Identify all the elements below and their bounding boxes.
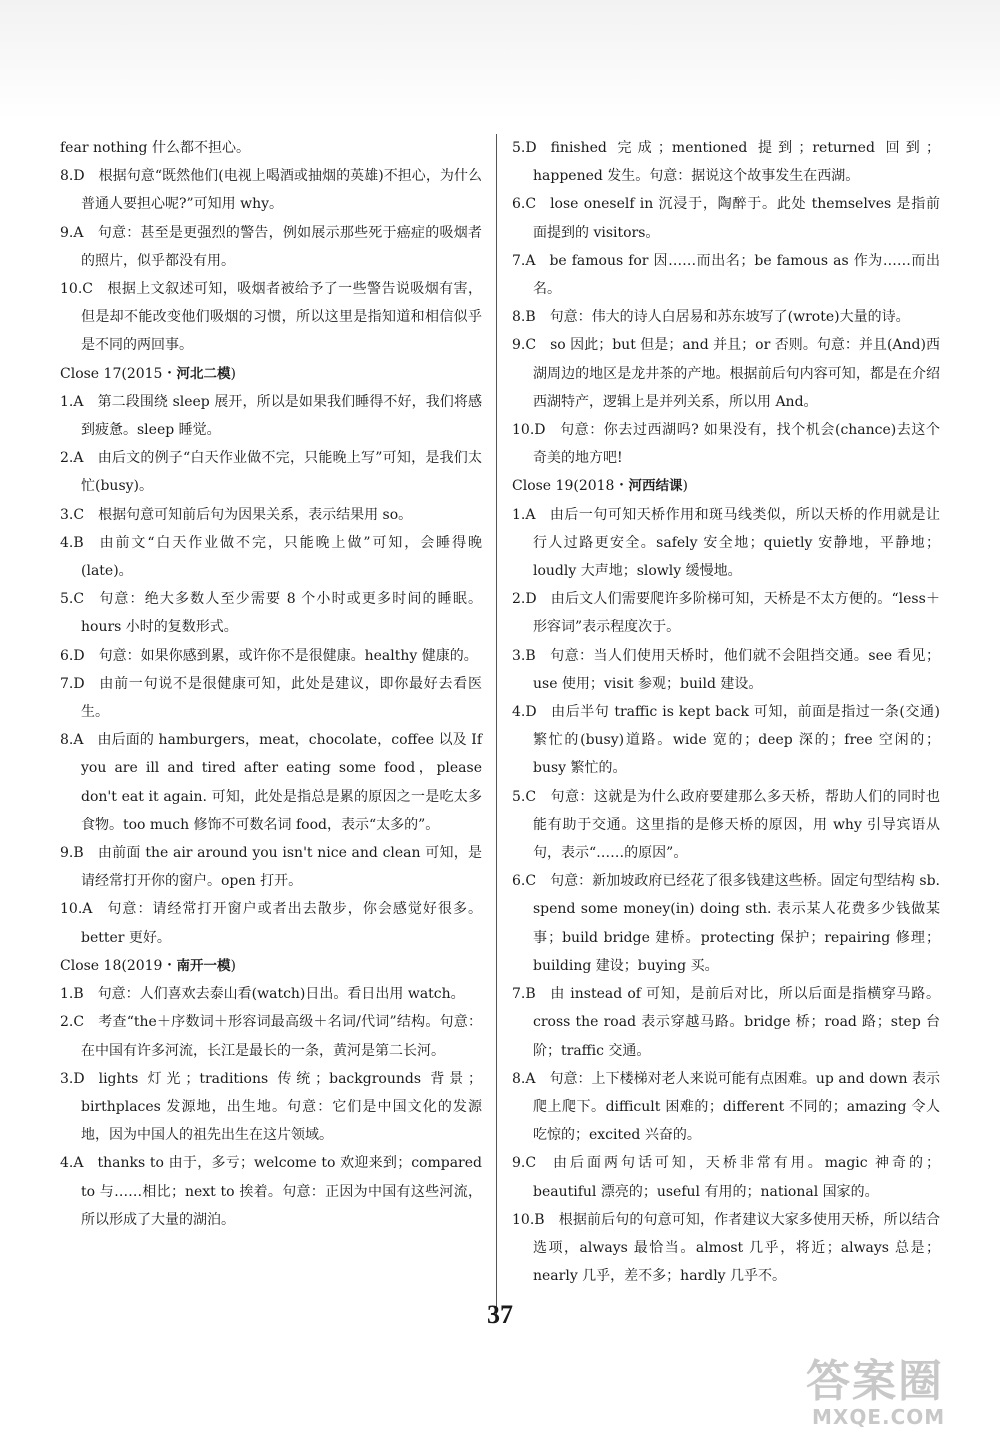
answer-explanation: lose oneself in 沉浸于，陶醉于。此处 themselves 是指前面提到的 visitors。	[533, 196, 940, 241]
section-title: Close 18(2019・	[60, 957, 177, 974]
answer-explanation: lights 灯光；traditions 传统；backgrounds 背景；birthplaces 发源地，出生地。句意：它们是中国文化的发源地，因为中国人的祖先出生在这片领域。	[81, 1070, 482, 1144]
answer-explanation: 根据句意“既然他们(电视上喝酒或抽烟的英雄)不担心，为什么普通人要担心呢?”可知用 why。	[81, 168, 482, 213]
answer-number: 6.C	[512, 873, 537, 890]
answer-explanation: 句意：请经常打开窗户或者出去散步，你会感觉好很多。better 更好。	[81, 901, 482, 946]
answer-item	[60, 895, 482, 951]
answer-number: 7.B	[512, 986, 536, 1003]
answer-number: 7.D	[60, 675, 85, 692]
answer-item	[60, 162, 482, 218]
answer-explanation: 由前面 the air around you isn't nice and clean 可知，是请经常打开你的窗户。open 打开。	[81, 845, 482, 890]
answer-item	[60, 219, 482, 275]
section-source: 南开一模	[176, 957, 231, 974]
section-close: )	[230, 957, 236, 974]
answer-explanation: 由后面的 hamburgers，meat，chocolate，coffee 以及 If you are ill and tired after eating some food，please don't eat it again. 可知，此处是指总是累的原因之一是吃太多食物。too much 修饰不可数名词 food，表示“太多的”。	[81, 732, 482, 833]
answer-item	[512, 867, 940, 980]
answer-explanation: 由后文的例子“白天作业做不完，只能晚上写”可知，是我们太忙(busy)。	[81, 450, 482, 495]
watermark-text: 答案圈	[806, 1356, 944, 1407]
answer-item	[512, 190, 940, 246]
page-number: 37	[487, 1300, 513, 1329]
answer-explanation: 句意：如果你感到累，或许你不是很健康。healthy 健康的。	[98, 647, 478, 664]
section-heading	[60, 952, 482, 980]
answer-number: 1.B	[60, 986, 84, 1003]
answer-item	[512, 1065, 940, 1150]
answer-explanation: 句意：甚至是更强烈的警告，例如展示那些死于癌症的吸烟者的照片，似乎都没有用。	[81, 224, 482, 269]
answer-item	[60, 501, 482, 529]
answer-number: 10.D	[512, 422, 546, 439]
answer-item	[512, 501, 940, 586]
answer-item	[512, 1206, 940, 1291]
answer-number: 3.B	[512, 647, 536, 664]
answer-number: 5.D	[512, 140, 537, 156]
answer-number: 2.A	[60, 450, 84, 467]
answer-item	[60, 839, 482, 895]
answer-item	[512, 783, 940, 868]
answer-number: 6.C	[512, 196, 537, 213]
answer-number: 8.A	[60, 732, 84, 749]
answer-number: 3.D	[60, 1070, 85, 1087]
answer-number: 3.C	[60, 506, 85, 523]
answer-number: 4.B	[60, 534, 84, 551]
page-top-shading	[0, 0, 1000, 120]
answer-explanation: 句意：你去过西湖吗? 如果没有，找个机会(chance)去这个奇美的地方吧!	[533, 422, 940, 467]
answer-explanation: 考查“the＋序数词＋形容词最高级＋名词/代词”结构。句意：在中国有许多河流，长江是最长的一条，黄河是第二长河。	[81, 1014, 482, 1059]
answer-number: 10.C	[60, 281, 93, 298]
answer-item	[60, 275, 482, 360]
answer-item	[512, 698, 940, 783]
answer-item	[60, 1065, 482, 1150]
answer-explanation: 由前文“白天作业做不完，只能晚上做”可知，会睡得晚(late)。	[81, 534, 482, 580]
answer-number: 8.D	[60, 168, 85, 185]
answer-item	[60, 444, 482, 500]
answer-number: 1.A	[60, 393, 84, 410]
answer-number: 4.A	[60, 1155, 84, 1172]
answer-item	[512, 980, 940, 1065]
answer-explanation: 第二段围绕 sleep 展开，所以是如果我们睡得不好，我们将感到疲惫。sleep 睡觉。	[81, 393, 482, 439]
answer-explanation: 由后半句 traffic is kept back 可知，前面是指过一条(交通)繁忙的(busy)道路。wide 宽的；deep 深的；free 空闲的；busy 繁忙的。	[533, 704, 940, 777]
answer-continuation: fear nothing 什么都不担心。	[60, 140, 250, 156]
answer-item	[512, 416, 940, 472]
answer-item	[512, 331, 940, 416]
column-divider	[496, 134, 497, 1319]
answer-item	[60, 670, 482, 726]
answer-item	[512, 247, 940, 303]
answer-explanation: 由 instead of 可知，是前后对比，所以后面是指横穿马路。cross the road 表示穿越马路。bridge 桥；road 路；step 台阶；traffic 交通。	[533, 986, 940, 1059]
section-source: 河北二模	[176, 365, 231, 382]
answer-explanation: 句意：当人们使用天桥时，他们就不会阻挡交通。see 看见；use 使用；visit 参观；build 建设。	[533, 647, 940, 692]
answer-item	[512, 585, 940, 641]
answer-item	[512, 1149, 940, 1205]
section-source: 河西结课	[628, 478, 683, 495]
answer-number: 9.A	[60, 224, 84, 241]
answer-explanation: 由后文人们需要爬许多阶梯可知，天桥是不太方便的。“less＋形容词”表示程度次于。	[533, 591, 940, 636]
answer-item	[60, 980, 482, 1008]
answer-explanation: 句意：这就是为什么政府要建那么多天桥，帮助人们的同时也能有助于交通。这里指的是修天桥的原因，用 why 引导宾语从句，表示“……的原因”。	[533, 788, 940, 862]
answer-number: 7.A	[512, 252, 536, 269]
answer-item	[60, 1008, 482, 1064]
answer-number: 2.D	[512, 591, 537, 608]
answer-item	[512, 134, 940, 190]
answer-number: 9.C	[512, 1155, 537, 1172]
answer-explanation: 根据句意可知前后句为因果关系，表示结果用 so。	[98, 506, 413, 523]
left-column	[60, 134, 482, 1234]
answer-number: 8.A	[512, 1070, 536, 1087]
answer-number: 5.C	[512, 788, 537, 805]
answer-item	[60, 388, 482, 444]
answer-explanation: thanks to 由于，多亏；welcome to 欢迎来到；compared to 与……相比；next to 挨着。句意：正因为中国有这些河流，所以形成了大量的湖泊。	[81, 1155, 482, 1228]
answer-number: 10.A	[60, 901, 93, 918]
right-column	[512, 134, 940, 1290]
answer-explanation: 句意：新加坡政府已经花了很多钱建这些桥。固定句型结构 sb. spend some money(in) doing sth. 表示某人花费多少钱做某事；build bridge 建桥。protecting 保护；repairing 修理；building 建设；buying 买。	[533, 873, 940, 974]
answer-item	[60, 726, 482, 839]
answer-number: 6.D	[60, 647, 85, 664]
answer-explanation: 句意：伟大的诗人白居易和苏东坡写了(wrote)大量的诗。	[549, 309, 910, 326]
answer-number: 9.B	[60, 845, 84, 862]
section-heading	[512, 472, 940, 500]
answer-number: 8.B	[512, 309, 536, 326]
section-close: )	[682, 478, 688, 495]
section-title: Close 17(2015・	[60, 365, 177, 382]
answer-explanation: 句意：上下楼梯对老人来说可能有点困难。up and down 表示爬上爬下。difficult 困难的；different 不同的；amazing 令人吃惊的；excited 兴奋的。	[533, 1070, 940, 1144]
answer-number: 2.C	[60, 1014, 85, 1031]
section-title: Close 19(2018・	[512, 478, 629, 495]
answer-explanation: 由后面两句话可知，天桥非常有用。magic 神奇的；beautiful 漂亮的；useful 有用的；national 国家的。	[533, 1155, 940, 1200]
answer-explanation: 句意：绝大多数人至少需要 8 个小时或更多时间的睡眠。hours 小时的复数形式。	[81, 591, 482, 636]
section-heading	[60, 360, 482, 388]
answer-number: 5.C	[60, 591, 85, 608]
watermark-url: MXQE.COM	[812, 1405, 946, 1429]
answer-item	[512, 303, 940, 331]
answer-item	[60, 1149, 482, 1234]
answer-number: 1.A	[512, 506, 536, 523]
answer-number: 9.C	[512, 337, 537, 354]
answer-item	[512, 642, 940, 698]
answer-explanation: be famous for 因……而出名；be famous as 作为……而出名。	[533, 252, 940, 298]
answer-explanation: 由前一句说不是很健康可知，此处是建议，即你最好去看医生。	[81, 675, 482, 721]
answer-explanation: 由后一句可知天桥作用和斑马线类似，所以天桥的作用就是让行人过路更安全。safely 安全地；quietly 安静地，平静地；loudly 大声地；slowly 缓慢地。	[533, 506, 940, 580]
answer-item	[60, 585, 482, 641]
answer-number: 4.D	[512, 704, 537, 721]
answer-item	[60, 529, 482, 585]
answer-explanation: finished 完成；mentioned 提到；returned 回到；happened 发生。句意：据说这个故事发生在西湖。	[533, 140, 940, 185]
answer-explanation: 根据前后句的句意可知，作者建议大家多使用天桥，所以结合选项，always 最恰当。almost 几乎，将近；always 总是；nearly 几乎，差不多；hardly 几乎不。	[533, 1211, 940, 1285]
section-close: )	[230, 365, 236, 382]
answer-explanation: 句意：人们喜欢去泰山看(watch)日出。看日出用 watch。	[97, 986, 465, 1003]
answer-number: 10.B	[512, 1211, 545, 1228]
answer-item	[60, 642, 482, 670]
watermark-logo	[792, 1345, 982, 1435]
answer-explanation: 根据上文叙述可知，吸烟者被给予了一些警告说吸烟有害，但是却不能改变他们吸烟的习惯，所以这里是指知道和相信似乎是不同的两回事。	[81, 281, 482, 354]
answer-explanation: so 因此；but 但是；and 并且；or 否则。句意：并且(And)西湖周边的地区是龙井茶的产地。根据前后句内容可知，都是在介绍西湖特产，逻辑上是并列关系，所以用 And。	[533, 337, 940, 410]
